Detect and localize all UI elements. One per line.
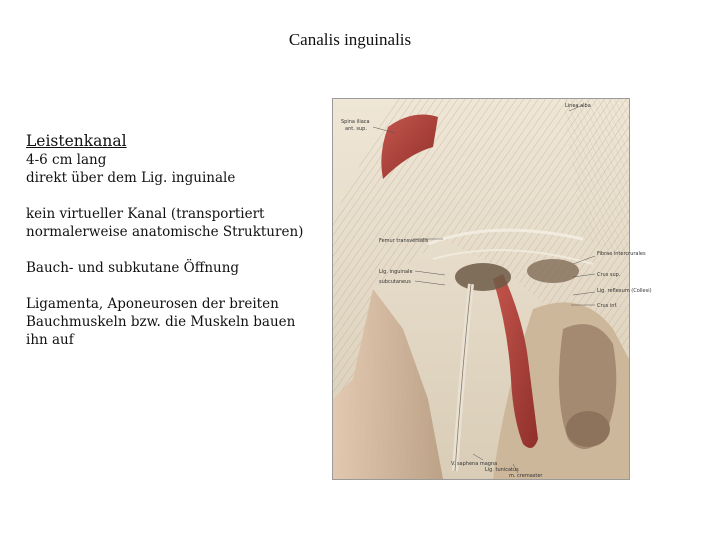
text-line: 4-6 cm lang xyxy=(26,152,107,168)
text-line: kein virtueller Kanal (transportiert xyxy=(26,206,265,222)
label-right-4: Crus inf. xyxy=(597,303,618,309)
label-fascia: Femur transversalis xyxy=(379,238,429,244)
label-bottom-1: V. saphena magna xyxy=(451,461,498,467)
label-bottom-3: m. cremaster xyxy=(509,473,543,479)
text-line: Ligamenta, Aponeurosen der breiten xyxy=(26,296,279,312)
label-left-2: subcutaneus xyxy=(379,279,411,285)
label-bottom-2: Lig. tunicatus xyxy=(485,467,519,473)
text-line: ihn auf xyxy=(26,332,74,348)
text-line: normalerweise anatomische Strukturen) xyxy=(26,224,304,240)
label-linea-alba: Linea alba xyxy=(565,103,591,109)
inguinal-ring xyxy=(455,263,511,291)
text-line: Bauch- und subkutane Öffnung xyxy=(26,260,240,276)
label-right-2: Crus sup. xyxy=(597,272,621,278)
section-heading: Leistenkanal xyxy=(26,132,127,150)
slide-title: Canalis inguinalis xyxy=(288,30,412,49)
glans xyxy=(566,411,610,447)
text-block xyxy=(26,132,326,349)
label-spina: Spina iliaca xyxy=(341,119,370,125)
label-spina-2: ant. sup. xyxy=(345,126,367,132)
anatomical-illustration xyxy=(332,98,652,480)
text-line: direkt über dem Lig. inguinale xyxy=(26,170,236,186)
inguinal-canal-drawing xyxy=(333,99,652,479)
label-right-3: Lig. reflexum (Collesi) xyxy=(597,288,652,294)
label-right-1: Fibrae intercrurales xyxy=(597,251,646,257)
superficial-ring xyxy=(527,259,579,283)
text-line: Bauchmuskeln bzw. die Muskeln bauen xyxy=(26,314,296,330)
label-left-1: Lig. inguinale xyxy=(379,269,413,275)
